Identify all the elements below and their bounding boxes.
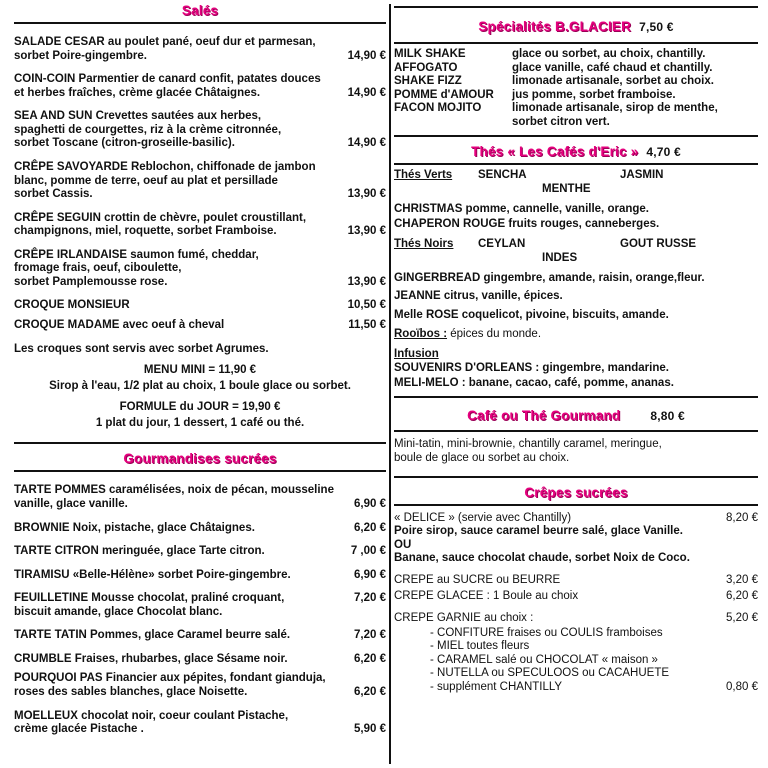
tea-souvenirs: SOUVENIRS D'ORLEANS : gingembre, mandarine.	[394, 362, 669, 375]
right-column	[394, 0, 758, 694]
crepe-glacee: CREPE GLACEE : 1 Boule au choix 6,20 €	[394, 590, 758, 603]
tea-melle-rose: Melle ROSE coquelicot, pivoine, biscuits, amande.	[394, 308, 669, 321]
menu-item: SEA AND SUN Crevettes sautées aux herbes, spaghetti de courgettes, riz à la crème citronnée, sorbet Toscane (citron-groseille-basilic). 14,90 €	[14, 110, 386, 150]
formule-desc: 1 plat du jour, 1 dessert, 1 café ou thé.	[95, 416, 305, 429]
menu-item: SALADE CESAR au poulet pané, oeuf dur et parmesan, sorbet Poire-gingembre. 14,90 €	[14, 36, 386, 62]
garnie-options: - CONFITURE fraises ou COULIS framboises - MIEL toutes fleurs - CARAMEL salé ou CHOCOLAT « maison » - NUTELLA ou SPECULOOS ou CACAHUETE - supplément CHANTILLY 0,80 €	[430, 626, 758, 693]
menu-item: CRÊPE SAVOYARDE Reblochon, chiffonade de jambon blanc, pomme de terre, oeuf au plat et persillade sorbet Cassis. 13,90 €	[14, 160, 386, 201]
menu-item: TARTE POMMES caramélisées, noix de pécan, mousseline vanille, glace vanille. 6,90 €	[14, 484, 386, 510]
tea-melimelo: MELI-MELO : banane, cacao, café, pomme, ananas.	[394, 376, 674, 389]
tea-chaperon: CHAPERON ROUGE fruits rouges, canneberges.	[394, 217, 660, 230]
column-divider	[389, 4, 391, 764]
thes-noirs: Thés Noirs CEYLAN GOUT RUSSE INDES	[394, 237, 697, 264]
crepe-sucre: CREPE au SUCRE ou BEURRE 3,20 €	[394, 573, 758, 586]
left-column	[14, 0, 386, 737]
menu-mini-desc: Sirop à l'eau, 1/2 plat au choix, 1 boule glace ou sorbet.	[49, 379, 351, 392]
section-title-crepes: Crêpes sucrées	[394, 476, 758, 506]
menu-item: COIN-COIN Parmentier de canard confit, patates douces et herbes fraîches, crème glacée Châtaignes. 14,90 €	[14, 73, 386, 99]
croque-note: Les croques sont servis avec sorbet Agrumes.	[14, 342, 269, 355]
section-title-gourmandises: Gourmandises sucrées	[14, 448, 386, 472]
menu-item: CROQUE MONSIEUR 10,50 €	[14, 299, 386, 312]
section-title-sales: Salés	[14, 0, 386, 24]
gourmand-desc: Mini-tatin, mini-brownie, chantilly caramel, meringue, boule de glace ou sorbet au choix.	[394, 438, 662, 464]
tea-jeanne: JEANNE citrus, vanille, épices.	[394, 290, 563, 303]
menu-item: TARTE CITRON meringuée, glace Tarte citron. 7 ,00 €	[14, 545, 386, 558]
tea-gingerbread: GINGERBREAD gingembre, amande, raisin, orange,fleur.	[394, 271, 705, 284]
menu-item: CRÊPE IRLANDAISE saumon fumé, cheddar, fromage frais, oeuf, ciboulette, sorbet Pamplemousse rose. 13,90 €	[14, 248, 386, 288]
menu-item: TIRAMISU «Belle-Hélène» sorbet Poire-gingembre. 6,90 €	[14, 568, 386, 581]
menu-item: CRUMBLE Fraises, rhubarbes, glace Sésame noir. 6,20 €	[14, 652, 386, 665]
menu-item: BROWNIE Noix, pistache, glace Châtaignes. 6,20 €	[14, 521, 386, 534]
menu-item: MOELLEUX chocolat noir, coeur coulant Pistache, crème glacée Pistache . 5,90 €	[14, 709, 386, 736]
menu-item: FEUILLETINE Mousse chocolat, praliné croquant, 7,20 € biscuit amande, glace Chocolat blanc.	[14, 592, 386, 618]
thes-verts: Thés Verts SENCHA JASMIN MENTHE	[394, 169, 664, 196]
menu-item: TARTE TATIN Pommes, glace Caramel beurre salé. 7,20 €	[14, 629, 386, 642]
menu-item: POURQUOI PAS Financier aux pépites, fondant gianduja, roses des sables blanches, glace Noisette. 6,20 €	[14, 672, 386, 698]
menu-item: CROQUE MADAME avec oeuf à cheval 11,50 €	[14, 319, 386, 331]
crepe-garnie: CREPE GARNIE au choix : 5,20 €	[394, 611, 758, 624]
tea-rooibos: Rooïbos : épices du monde.	[394, 328, 542, 341]
specialites-list: MILK SHAKE glace ou sorbet, au choix, chantilly. AFFOGATO glace vanille, café chaud et chantilly. SHAKE FIZZ limonade artisanale, sorbet au choix. POMME d'AMOUR jus pomme, sorbet framboise. FACON MOJITO limonade artisanale, sirop de menthe, sorbet citron vert.	[394, 48, 718, 128]
section-title-specialites: Spécialités B.GLACIER 7,50 €	[394, 6, 758, 44]
section-title-thes: Thés « Les Cafés d'Eric » 4,70 €	[394, 135, 758, 165]
tea-christmas: CHRISTMAS pomme, cannelle, vanille, orange.	[394, 203, 649, 216]
menu-item: CRÊPE SEGUIN crottin de chèvre, poulet croustillant, champignons, miel, roquette, sorbet Framboise. 13,90 €	[14, 211, 386, 238]
crepe-delice: « DELICE » (servie avec Chantilly) 8,20 € Poire sirop, sauce caramel beurre salé, glace Vanille. OU Banane, sauce chocolat chaude, sorbet Noix de Coco.	[394, 511, 758, 565]
formule-du-jour: FORMULE du JOUR = 19,90 €	[119, 401, 281, 414]
menu-mini: MENU MINI = 11,90 €	[143, 364, 257, 377]
section-title-gourmand: Café ou Thé Gourmand 8,80 €	[394, 396, 758, 432]
infusion-label: Infusion	[394, 347, 439, 360]
